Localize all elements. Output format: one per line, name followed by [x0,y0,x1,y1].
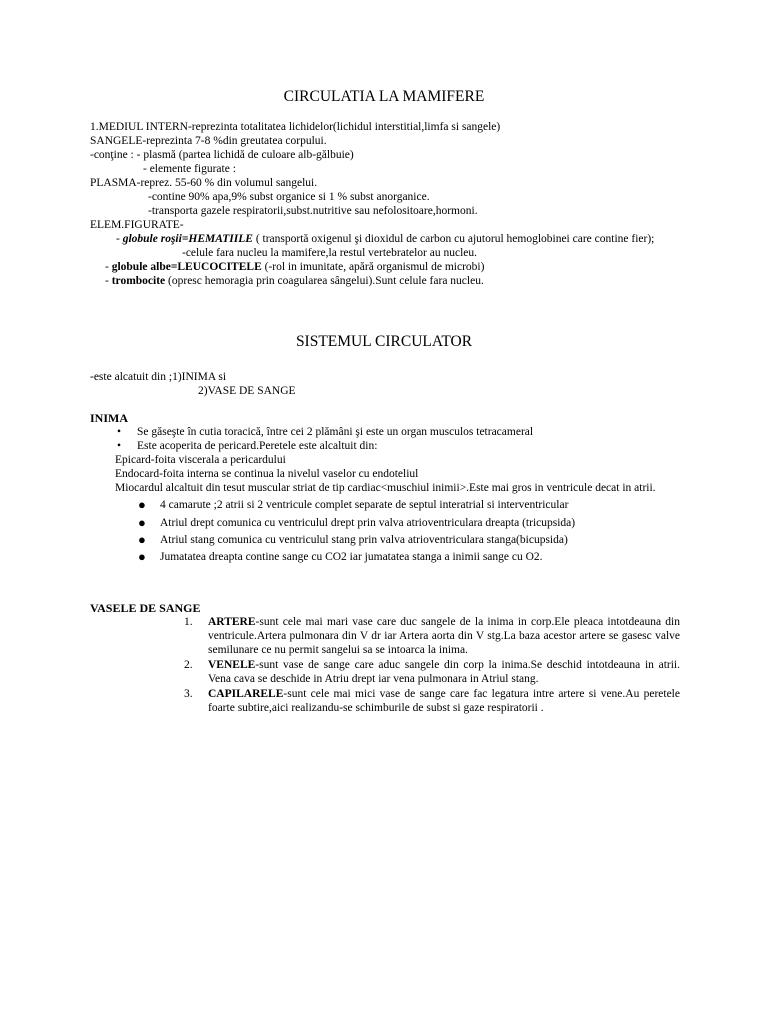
list-item [138,497,680,516]
leucocite-text: (-rol in imunitate, apără organismul de microbi) [261,261,485,273]
intro-section [90,120,680,288]
section-title: SISTEMUL CIRCULATOR [295,333,473,350]
intro-line-4: - elemente figurate : [143,163,236,175]
intro-line-3: -conţine : - plasmă (partea lichidă de culoare alb-gălbuie) [90,149,354,161]
vase-text: -sunt vase de sange care aduc sangele din corp la inima.Se deschid intotdeauna in atrii. Vena cava se deschide in Atriu drept iar vena pulmonara in Atriul stang. [208,659,680,685]
hematii-term: globule roşii=HEMATIILE [122,233,253,245]
vase-text: -sunt cele mai mari vase care duc sangele de la inima in corp.Ele pleaca intotdeauna din ventricule.Artera pulmonara din V dr iar Artera aorta din V stg.La baza acestor artere se gasesc valve semilunare ce nu permit sangelui sa se intoarca la inima. [208,616,680,656]
leucocite-term: globule albe=LEUCOCITELE [111,261,262,273]
list-item [117,439,680,453]
dash: - [116,233,123,245]
sistem-section [90,370,680,398]
vase-section [90,601,680,615]
sistem-line-1: -este alcatuit din ;1)INIMA si [90,371,227,383]
vase-text: -sunt cele mai mici vase de sange care fac legatura intre artere si vene.Au peretele foarte subtire,aici realizandu-se schimburile de subst si gaze respiratorii . [208,688,680,714]
dash: - [105,261,112,273]
inima-bullets [90,425,680,453]
trombocite-text: (opresc hemoragia prin coagularea sângelui).Sunt celule fara nucleu. [165,275,484,287]
list-item [138,549,680,567]
item-number: 1. [184,616,193,628]
intro-line-7: -transporta gazele respiratorii,subst.nutritive sau nefolositoare,hormoni. [148,205,478,217]
layer-miocard: Miocardul alcaltuit din tesut muscular striat de tip cardiac<muschiul inimii>.Este mai gros in ventricule decat in atrii. [115,482,656,494]
intro-line-10: -celule fara nucleu la mamifere,la restul vertebratelor au nucleu. [182,247,478,259]
intro-line-1: 1.MEDIUL INTERN-reprezinta totalitatea lichidelor(lichidul interstitial,limfa si sangele) [90,121,501,133]
hematii-paragraph [90,232,680,246]
sistem-line-2: 2)VASE DE SANGE [198,385,296,397]
disc-text: Jumatatea dreapta contine sange cu CO2 iar jumatatea stanga a inimii sange cu O2. [160,551,543,563]
vase-term: VENELE [208,659,256,671]
disc-text: 4 camarute ;2 atrii si 2 ventricule complet separate de septul interatrial si interventricular [160,499,569,511]
layer-epicard: Epicard-foita viscerala a pericardului [115,454,286,466]
intro-line-2: SANGELE-reprezinta 7-8 %din greutatea corpului. [90,135,327,147]
list-item [138,532,680,550]
inima-heading: INIMA [90,411,128,425]
layer-endocard: Endocard-foita interna se continua la nivelul vaselor cu endoteliul [115,468,419,480]
disc-bullet-icon: ● [138,515,146,530]
dash: - [105,275,112,287]
vase-list [184,615,680,715]
bullet-text: Este acoperita de pericard.Peretele este alcaltuit din: [137,440,378,452]
trombocite-line [90,274,680,288]
bullet-icon: • [117,426,122,438]
list-item [138,515,680,533]
inima-layers [90,453,680,495]
list-item [184,687,680,715]
disc-bullet-icon: ● [138,497,146,512]
disc-bullet-icon: ● [138,549,146,564]
intro-line-8: ELEM.FIGURATE- [90,219,184,231]
bullet-icon: • [117,440,122,452]
list-item [184,658,680,686]
disc-text: Atriul drept comunica cu ventriculul drept prin valva atrioventriculara dreapta (tricupsida) [160,517,576,529]
item-number: 3. [184,688,193,700]
vase-heading: VASELE DE SANGE [90,601,201,615]
item-number: 2. [184,659,193,671]
leucocite-line [90,260,680,274]
bullet-text: Se găseşte în cutia toracică, între cei 2 plămâni şi este un organ musculos tetracameral [137,426,534,438]
inima-section [90,411,680,567]
intro-line-6: -contine 90% apa,9% subst organice si 1 % subst anorganice. [148,191,430,203]
intro-line-5: PLASMA-reprez. 55-60 % din volumul sangelui. [90,177,318,189]
inima-discs [90,498,680,567]
main-title: CIRCULATIA LA MAMIFERE [283,88,485,105]
disc-bullet-icon: ● [138,532,146,547]
hematii-text: ( transportă oxigenul şi dioxidul de carbon cu ajutorul hemoglobinei care contine fier); [252,233,655,245]
disc-text: Atriul stang comunica cu ventriculul stang prin valva atrioventriculara stanga(bicupsida) [160,534,568,546]
list-item [184,615,680,657]
trombocite-term: trombocite [111,275,166,287]
list-item [117,425,680,439]
vase-term: CAPILARELE [208,688,284,700]
vase-term: ARTERE [208,616,256,628]
